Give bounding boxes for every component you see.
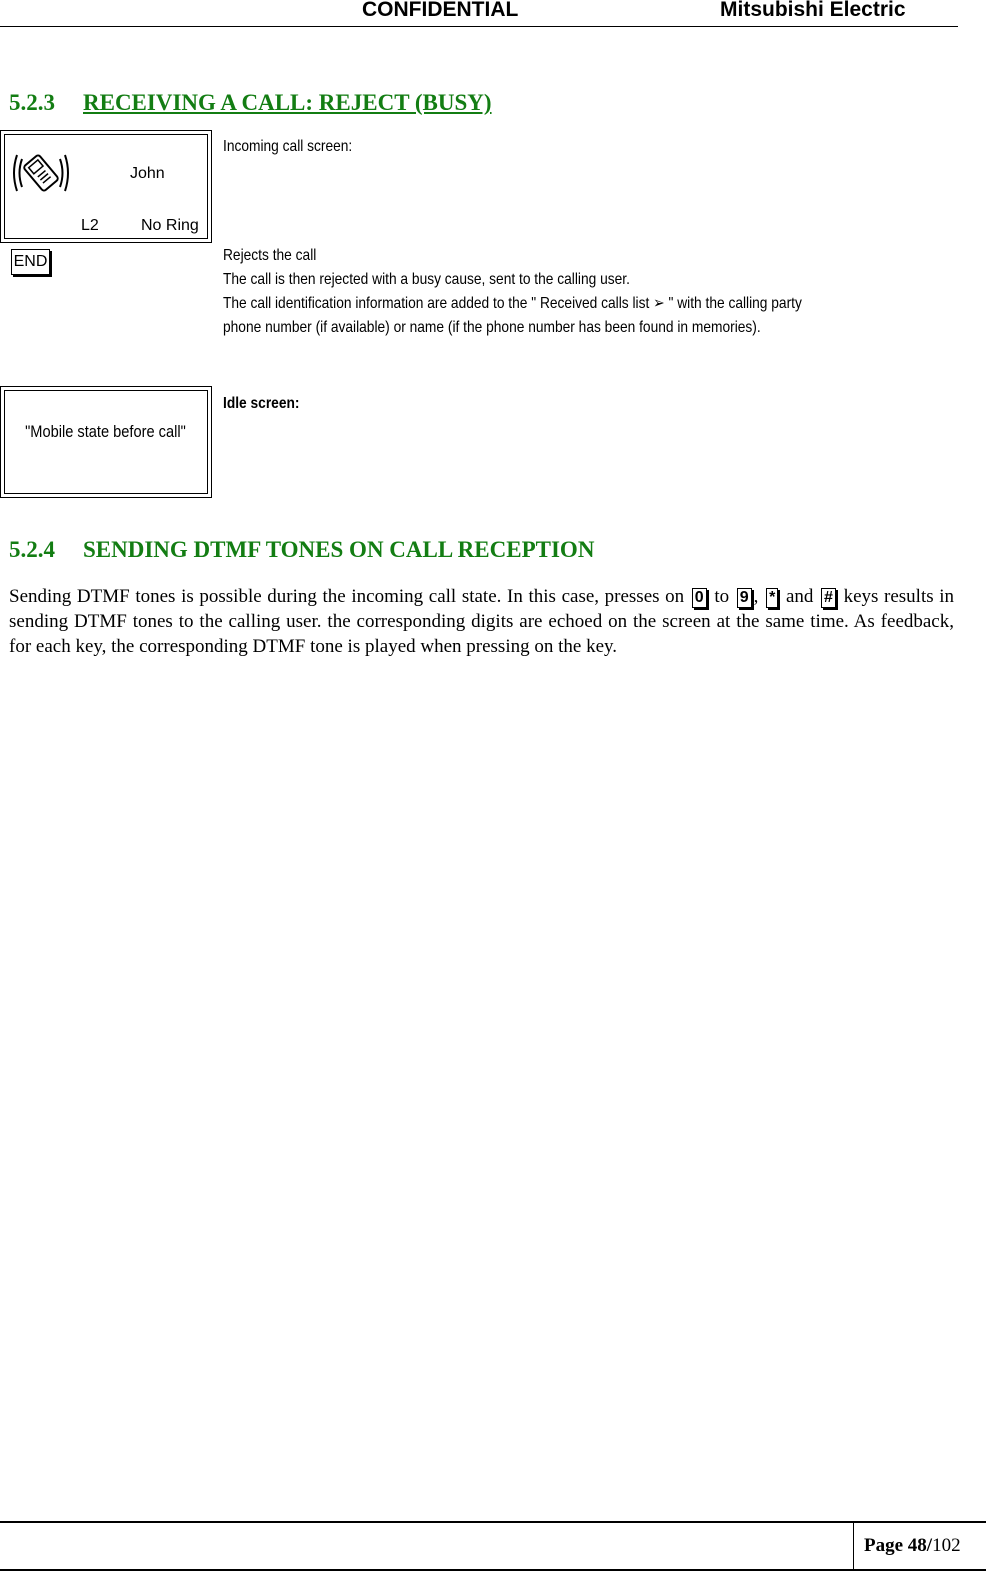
section-title: SENDING DTMF TONES ON CALL RECEPTION — [83, 537, 595, 562]
idle-screen-text: "Mobile state before call" — [25, 422, 186, 441]
desc-line: Rejects the call — [223, 247, 317, 264]
incoming-call-screen — [0, 130, 212, 243]
dtmf-paragraph: Sending DTMF tones is possible during the incoming call state. In this case, presses on 0 to 9 , * and # keys results in sending DTMF tones to the calling user. the corresponding digits are echoed on the screen at the same time. As feedback, for each key, the corresponding DTMF tone is played when pressing on the key. — [9, 586, 955, 657]
section-number: 5.2.4 — [9, 537, 55, 562]
end-key: END — [11, 249, 50, 275]
line-indicator: L2 — [81, 217, 99, 234]
caller-name: John — [130, 165, 165, 182]
desc-line: phone number (if available) or name (if the phone number has been found in memories). — [223, 319, 761, 336]
key-0: 0 — [692, 588, 707, 608]
incoming-call-caption: Incoming call screen: — [223, 138, 353, 155]
page-number-cell — [853, 1523, 986, 1569]
section-524-heading — [9, 537, 594, 563]
section-number: 5.2.3 — [9, 90, 55, 115]
desc-line: The call is then rejected with a busy cause, sent to the calling user. — [223, 271, 630, 288]
ringing-phone-icon — [9, 149, 73, 197]
section-title: RECEIVING A CALL: REJECT (BUSY) — [83, 90, 492, 115]
key-hash: # — [821, 588, 836, 608]
idle-screen — [0, 386, 212, 498]
idle-screen-caption: Idle screen: — [223, 395, 300, 412]
page-number: Page 48/102 — [864, 1535, 961, 1556]
ring-status: No Ring — [141, 217, 199, 234]
page-footer — [0, 1521, 986, 1571]
company-name: Mitsubishi Electric — [720, 0, 906, 21]
key-9: 9 — [737, 588, 752, 608]
confidential-label: CONFIDENTIAL — [362, 0, 519, 21]
section-523-heading — [9, 90, 492, 116]
page-header — [0, 0, 958, 27]
reject-description — [223, 244, 896, 340]
desc-line: The call identification information are added to the " Received calls list ➢ " with the calling party — [223, 295, 802, 312]
key-star: * — [766, 588, 778, 608]
